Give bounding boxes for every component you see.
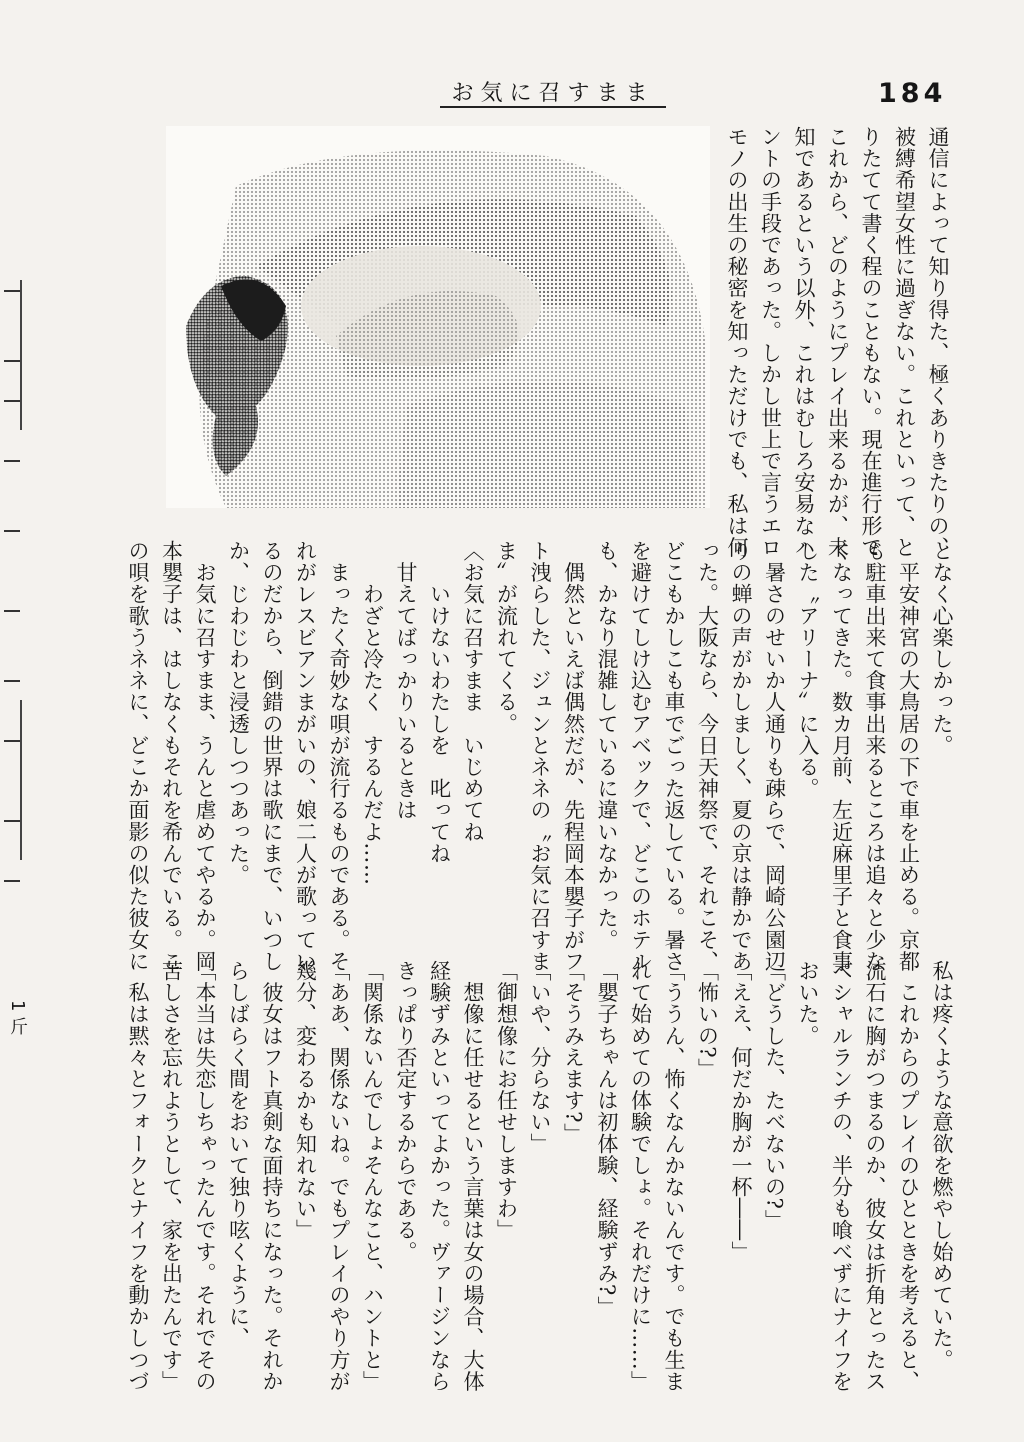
body-text-middle: となく心楽しかった。 平安神宮の大鳥居の下で車を止める。京都 も駐車出来て食事出来るところは追々と少な くなってきた。数カ月前、左近麻里子と食事 した〝アリーナ〟に入る。 暑さのせいか人通りも疎らで、岡崎公園辺 りの蝉の声がかしましく、夏の京は静かであ った。大阪なら、今日天神祭で、それこそ、 どこもかしこも車でごった返している。暑さ を避けてしけ込むアベックで、どこのホテル も、かなり混雑しているに違いなかった。 偶然といえば偶然だが、先程岡本嬰子がフ ト洩らした、ジュンとネネの〝お気に召すま ま〟が流れてくる。 〈お気に召すまま いじめてね いけないわたしを 叱ってね 甘えてばっかりいるときは わざと冷たく するんだよ…… まったく奇妙な唄が流行るものである。そ れがレスビアンまがいの、娘二人が歌ってい るのだから、倒錯の世界は歌にまで、いつし か、じわじわと浸透しつつあった。 お気に召すまま、うんと虐めてやるか。岡 本嬰子は、はしなくもそれを希んでいる。こ の唄を歌うネネに、どこか面影の似た彼女に: [126, 540, 954, 972]
body-text-bottom: 私は疼くような意欲を燃やし始めていた。 これからのプレイのひとときを考えると、 流石に胸がつまるのか、彼女は折角とったス ペシャルランチの、半分も喰べずにナイフを おいた。 「どうした、たべないの?」 「ええ、何だか胸が一杯――」 「怖いの?」 「ううん、怖くなんかないんです。でも生ま れて始めての体験でしょ。それだけに……」 「嬰子ちゃんは初体験、経験ずみ?」 「そうみえます?」 「いや、分らない」 「御想像にお任せしますわ」 想像に任せるという言葉は女の場合、大体 経験ずみといってよかった。ヴァージンなら きっぱり否定するからである。 「関係ないんでしょそんなこと、ハントと」 「ああ、関係ないね。でもプレイのやり方が 幾分、変わるかも知れない」 彼女はフト真剣な面持ちになった。それか らしばらく間をおいて独り呟くように、 「本当は失恋しちゃったんです。それでその 苦しさを忘れようとして、家を出たんです」 私は黙々とフォークとナイフを動かしつづ: [126, 960, 954, 1392]
running-title: お気に召すまま: [440, 76, 666, 108]
photo-illustration: [166, 126, 710, 508]
scan-edge-marks: [0, 280, 26, 980]
halftone-photo: [166, 126, 710, 508]
body-text-top-right: 通信によって知り得た、極くありきたりの、 被縛希望女性に過ぎない。これといって、と りたてて書く程のこともない。現在進行形で これから、どのようにプレイ出来るかが、未 知であるという以外、これはむしろ安易なハ ントの手段であった。しかし世上で言うエロ モノの出生の秘密を知っただけでも、私は何: [725, 126, 950, 558]
page-number: 184: [878, 78, 947, 109]
margin-note: 1 斤: [7, 1000, 28, 1036]
